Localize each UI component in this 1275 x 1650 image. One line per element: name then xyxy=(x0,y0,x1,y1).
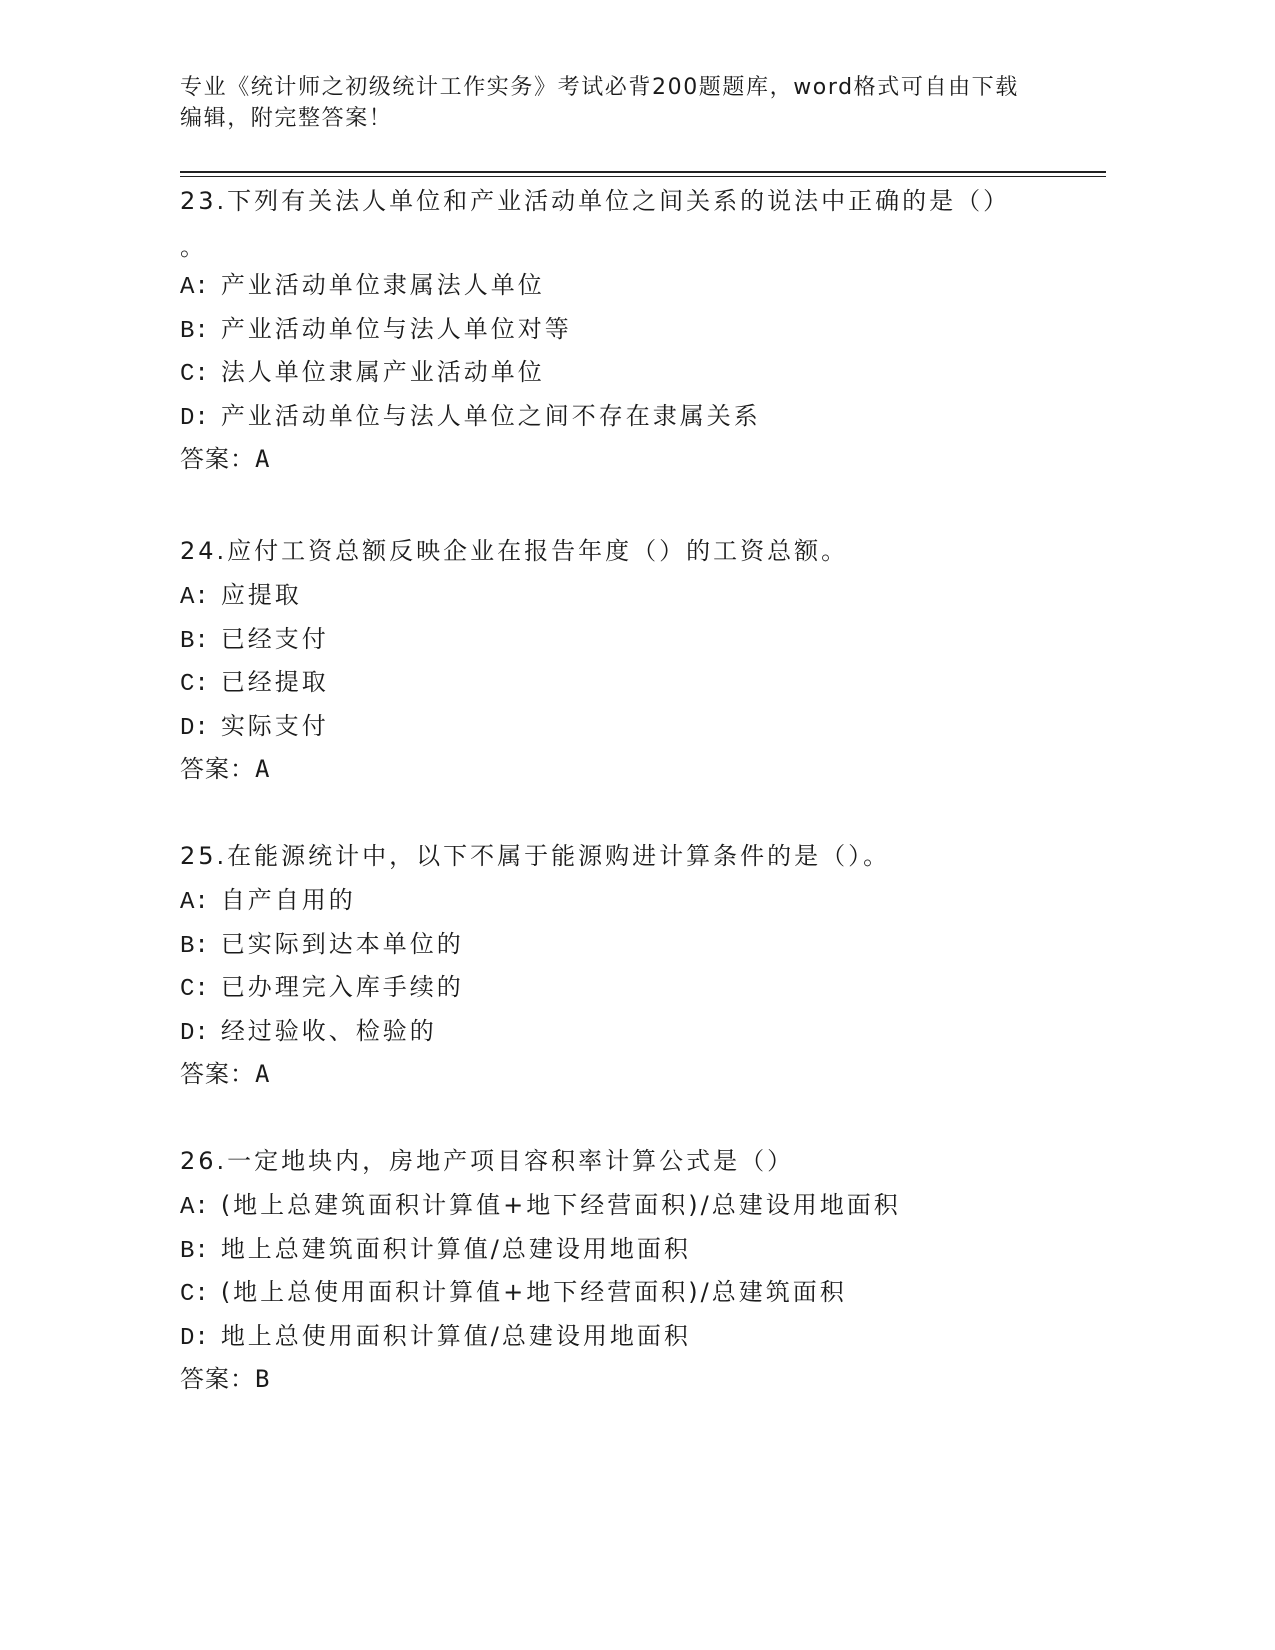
document-header xyxy=(180,72,1040,134)
question-stem-continuation: 。 xyxy=(180,233,207,261)
option-key: D: xyxy=(180,1324,209,1352)
option-d xyxy=(180,1315,1060,1359)
option-key: B: xyxy=(180,932,209,960)
option-key: A: xyxy=(180,889,209,916)
option-text: 产业活动单位与法人单位对等 xyxy=(220,314,572,343)
option-d xyxy=(180,1010,1060,1054)
option-text: 应提取 xyxy=(220,581,302,609)
question-24 xyxy=(180,528,1060,792)
option-text: 法人单位隶属产业活动单位 xyxy=(220,358,545,387)
answer-line xyxy=(180,1053,1060,1097)
option-key: C: xyxy=(180,1281,209,1309)
answer-label: 答案： xyxy=(180,755,255,784)
option-key: B: xyxy=(180,1237,209,1265)
option-key: B: xyxy=(180,317,209,345)
option-text: 经过验收、检验的 xyxy=(220,1016,437,1045)
option-c xyxy=(180,661,1060,705)
answer-label: 答案： xyxy=(180,1060,255,1089)
option-key: B: xyxy=(180,627,209,655)
header-divider-thin xyxy=(180,176,1106,177)
option-key: C: xyxy=(180,671,209,699)
answer-value: A xyxy=(255,1060,271,1089)
option-d xyxy=(180,395,1060,439)
question-stem: 24.应付工资总额反映企业在报告年度（）的工资总额。 xyxy=(180,537,849,565)
option-text: 产业活动单位与法人单位之间不存在隶属关系 xyxy=(220,401,761,430)
option-c xyxy=(180,1271,1060,1315)
option-key: D: xyxy=(180,404,209,432)
option-text: 已经提取 xyxy=(220,668,329,697)
option-key: D: xyxy=(180,714,209,742)
answer-value: B xyxy=(255,1365,271,1394)
option-key: A: xyxy=(180,1194,209,1221)
option-text: 自产自用的 xyxy=(220,886,356,914)
option-c xyxy=(180,351,1060,395)
option-key: C: xyxy=(180,361,209,389)
option-key: A: xyxy=(180,584,209,611)
answer-line xyxy=(180,438,1060,482)
question-stem: 25.在能源统计中，以下不属于能源购进计算条件的是（）。 xyxy=(180,842,891,870)
option-a xyxy=(180,574,1060,618)
answer-label: 答案： xyxy=(180,445,255,474)
option-a xyxy=(180,879,1060,923)
answer-value: A xyxy=(255,755,271,784)
option-b xyxy=(180,308,1060,352)
option-a xyxy=(180,264,1060,308)
question-stem: 26.一定地块内，房地产项目容积率计算公式是（） xyxy=(180,1147,795,1175)
option-text: 地上总建筑面积计算值/总建设用地面积 xyxy=(220,1234,691,1263)
question-stem: 23.下列有关法人单位和产业活动单位之间关系的说法中正确的是（） xyxy=(180,187,1011,215)
option-c xyxy=(180,966,1060,1010)
question-26 xyxy=(180,1138,1060,1402)
option-text: 实际支付 xyxy=(220,711,329,740)
answer-line xyxy=(180,748,1060,792)
option-d xyxy=(180,705,1060,749)
question-23 xyxy=(180,178,1060,482)
option-key: C: xyxy=(180,976,209,1004)
answer-label: 答案： xyxy=(180,1365,255,1394)
option-a xyxy=(180,1184,1060,1228)
header-line-1: 专业《统计师之初级统计工作实务》考试必背200题题库，word格式可自由下载 xyxy=(180,75,1019,100)
option-text: 已办理完入库手续的 xyxy=(220,973,464,1002)
option-text: 地上总使用面积计算值/总建设用地面积 xyxy=(220,1321,691,1350)
question-25 xyxy=(180,833,1060,1097)
option-key: A: xyxy=(180,274,209,301)
option-text: 产业活动单位隶属法人单位 xyxy=(220,271,545,299)
option-b xyxy=(180,923,1060,967)
option-key: D: xyxy=(180,1019,209,1047)
answer-line xyxy=(180,1358,1060,1402)
option-text: (地上总建筑面积计算值+地下经营面积)/总建设用地面积 xyxy=(220,1191,901,1219)
answer-value: A xyxy=(255,445,271,474)
option-b xyxy=(180,1228,1060,1272)
option-text: (地上总使用面积计算值+地下经营面积)/总建筑面积 xyxy=(220,1278,847,1307)
option-text: 已经支付 xyxy=(220,624,329,653)
header-line-2: 编辑，附完整答案！ xyxy=(180,106,393,131)
option-b xyxy=(180,618,1060,662)
header-divider xyxy=(180,171,1106,173)
option-text: 已实际到达本单位的 xyxy=(220,929,464,958)
